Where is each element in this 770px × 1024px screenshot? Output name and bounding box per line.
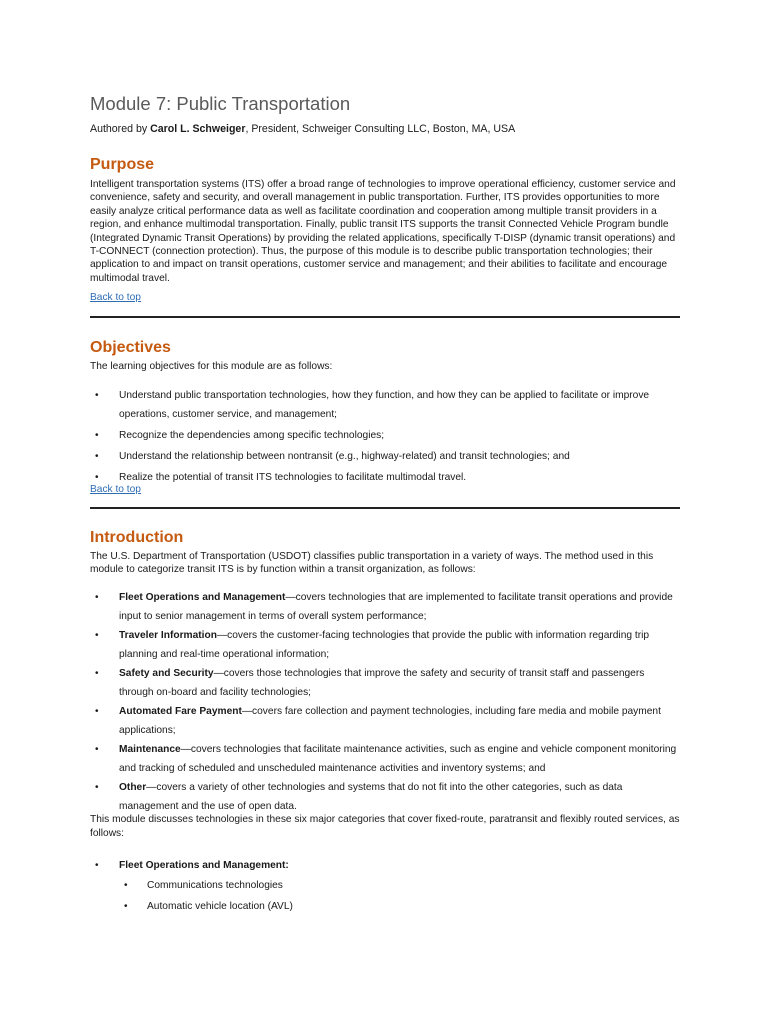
module-categories-list bbox=[90, 856, 680, 917]
bullet-icon: • bbox=[95, 389, 99, 401]
bullet-icon: • bbox=[95, 471, 99, 483]
list-item bbox=[90, 778, 680, 816]
document-content bbox=[90, 92, 680, 917]
bullet-icon: • bbox=[95, 429, 99, 441]
list-item bbox=[90, 664, 680, 702]
sub-list-item bbox=[119, 896, 680, 917]
list-item bbox=[90, 626, 680, 664]
sub-list bbox=[119, 875, 680, 917]
list-item-text: —covers technologies that facilitate maintenance activities, such as engine and vehicle component monitoring and tracking of scheduled and unscheduled maintenance activities and inventory systems; and bbox=[119, 744, 677, 775]
list-item-term: Fleet Operations and Management: bbox=[119, 860, 289, 872]
introduction-intro: The U.S. Department of Transportation (USDOT) classifies public transportation in a variety of ways. The method used in this module to categorize transit ITS is by function within a transit organization, as follows: bbox=[90, 550, 654, 576]
byline bbox=[90, 122, 680, 136]
list-item-text: —covers the customer-facing technologies that provide the public with information regarding trip planning and real-time operational information; bbox=[119, 630, 650, 661]
back-to-top-link[interactable]: Back to top bbox=[90, 483, 141, 495]
back-to-top-link[interactable]: Back to top bbox=[90, 292, 141, 304]
page-title: Module 7: Public Transportation bbox=[90, 93, 351, 114]
sub-list-item-text: Communications technologies bbox=[147, 880, 283, 892]
section-divider bbox=[90, 316, 680, 318]
bullet-icon: • bbox=[95, 706, 99, 718]
bullet-icon: • bbox=[95, 630, 99, 642]
bullet-icon: • bbox=[95, 592, 99, 604]
list-item bbox=[90, 447, 680, 466]
list-item-text: —covers fare collection and payment technologies, including fare media and mobile payment applications; bbox=[119, 706, 661, 737]
list-item-text: Recognize the dependencies among specific technologies; bbox=[119, 429, 385, 441]
bullet-icon: • bbox=[124, 901, 128, 913]
list-item-text: —covers a variety of other technologies and systems that do not fit into the other categories, such as data management and the use of open data. bbox=[119, 782, 623, 813]
purpose-body: Intelligent transportation systems (ITS) offer a broad range of technologies to improve operational efficiency, customer service and convenience, safety and security, and overall management in public transportation. Further, ITS provides opportunities to more easily analyze critical performance data as well as facilitate coordination and cooperation among multiple transit providers in a region, and enhance multimodal transportation. Finally, public transit ITS supports the transit Connected Vehicle Program bundle (Integrated Dynamic Transit Operations) by providing the related applications, specifically T-DISP (dynamic transit operations) and T-CONNECT (connection protection). Thus, the purpose of this module is to describe public transportation technologies; their application to and impact on transit operations, customer service and management; and their abilities to facilitate and encourage multimodal travel. bbox=[90, 179, 676, 284]
list-item bbox=[90, 468, 680, 487]
list-item bbox=[90, 702, 680, 740]
objectives-list bbox=[90, 386, 680, 487]
bullet-icon: • bbox=[95, 744, 99, 756]
list-item-term: Maintenance bbox=[119, 744, 181, 756]
list-item-term: Other bbox=[119, 782, 147, 794]
objectives-heading: Objectives bbox=[90, 339, 171, 357]
sub-list-item-text: Automatic vehicle location (AVL) bbox=[147, 901, 293, 913]
list-item-term: Fleet Operations and Management bbox=[119, 592, 286, 604]
sub-list-item bbox=[119, 875, 680, 896]
bullet-icon: • bbox=[95, 450, 99, 462]
byline-author: Carol L. Schweiger bbox=[150, 123, 246, 135]
list-item bbox=[90, 740, 680, 778]
byline-prefix: Authored by bbox=[90, 123, 151, 135]
categories-list bbox=[90, 588, 680, 816]
bullet-icon: • bbox=[95, 668, 99, 680]
list-item-term: Safety and Security bbox=[119, 668, 214, 680]
list-item bbox=[90, 426, 680, 445]
section-divider bbox=[90, 507, 680, 509]
bullet-icon: • bbox=[95, 860, 99, 872]
list-item bbox=[90, 386, 680, 424]
bullet-icon: • bbox=[124, 880, 128, 892]
byline-suffix: , President, Schweiger Consulting LLC, Boston, MA, USA bbox=[245, 123, 516, 135]
introduction-heading: Introduction bbox=[90, 528, 184, 546]
list-item-text: Understand the relationship between nontransit (e.g., highway-related) and transit technologies; and bbox=[119, 450, 570, 462]
list-item-text: Understand public transportation technologies, how they function, and how they can be applied to facilitate or improve operations, customer service, and management; bbox=[119, 389, 650, 420]
list-item-text: —covers those technologies that improve the safety and security of transit staff and passengers through on-board and facility technologies; bbox=[119, 668, 645, 699]
list-item-text: —covers technologies that are implemented to facilitate transit operations and provide input to senior management in terms of overall system performance; bbox=[119, 592, 673, 623]
list-item bbox=[90, 856, 680, 917]
introduction-followup: This module discusses technologies in these six major categories that cover fixed-route, paratransit and flexibly routed services, as follows: bbox=[90, 814, 680, 839]
list-item-term: Automated Fare Payment bbox=[119, 706, 242, 718]
list-item-text: Realize the potential of transit ITS technologies to facilitate multimodal travel. bbox=[119, 471, 467, 483]
purpose-heading: Purpose bbox=[90, 156, 155, 173]
bullet-icon: • bbox=[95, 782, 99, 794]
list-item-term: Traveler Information bbox=[119, 630, 217, 642]
objectives-intro: The learning objectives for this module are as follows: bbox=[90, 361, 333, 373]
list-item bbox=[90, 588, 680, 626]
